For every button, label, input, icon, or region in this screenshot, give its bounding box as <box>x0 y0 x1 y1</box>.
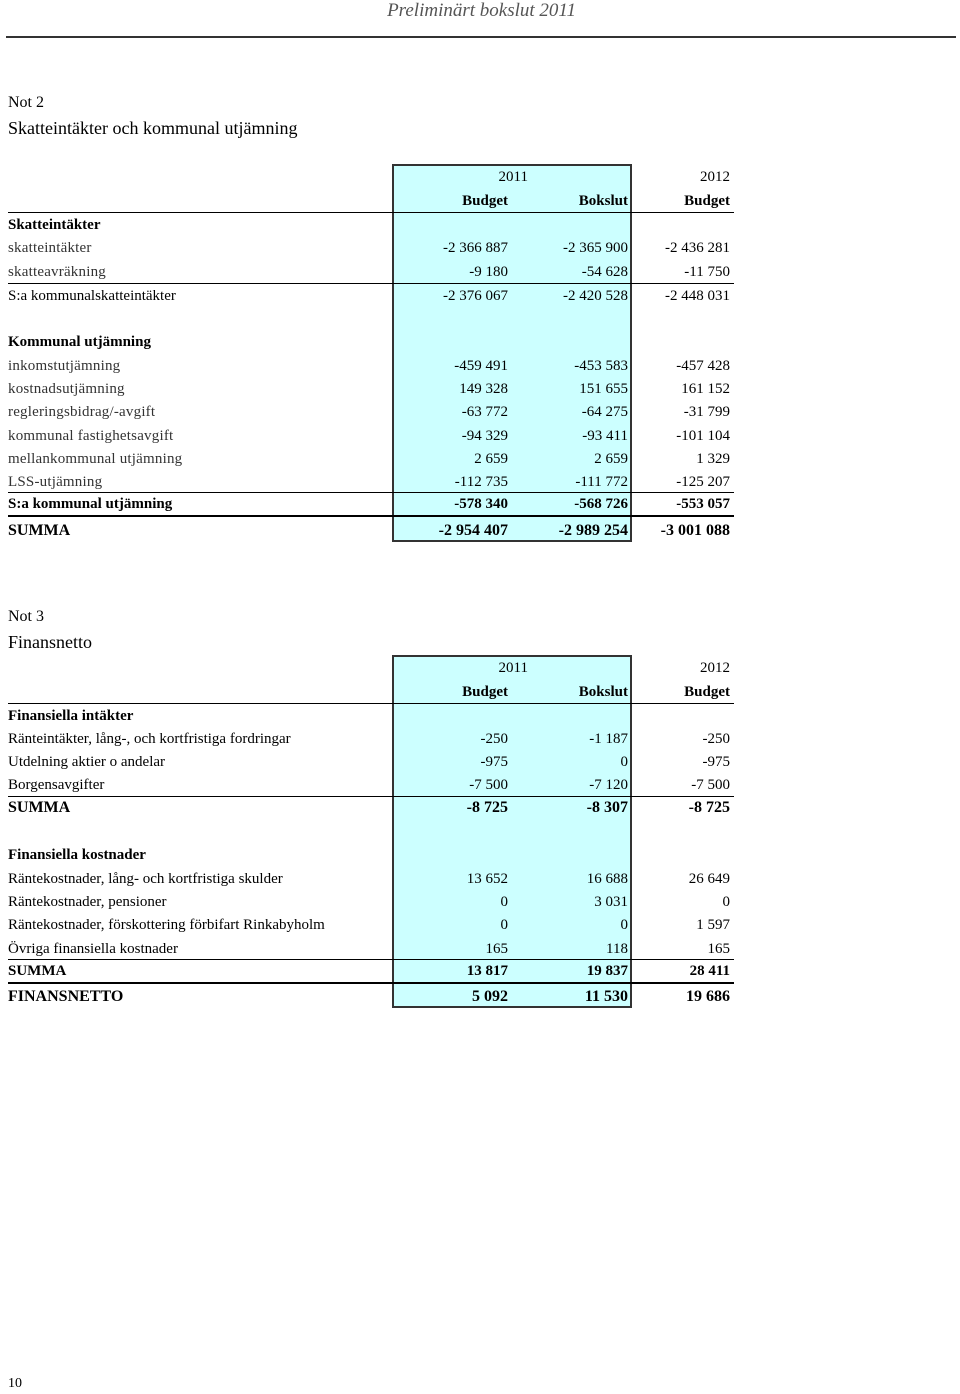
cell-bokslut-2011: -1 187 <box>589 731 628 747</box>
cell-bokslut-2011: -2 420 528 <box>563 288 628 304</box>
row-label: inkomstutjämning <box>8 358 121 374</box>
heading-text: Kommunal utjämning <box>8 334 151 350</box>
cell-budget-2011: -459 491 <box>454 358 508 374</box>
cell-budget-2011: -8 725 <box>466 799 508 816</box>
cell-budget-2012: -3 001 088 <box>660 522 730 539</box>
row-label: Räntekostnader, pensioner <box>8 894 167 910</box>
row-label: S:a kommunal utjämning <box>8 496 173 512</box>
cell-bokslut-2011: -111 772 <box>575 474 628 490</box>
cell-budget-2012: -2 448 031 <box>665 288 730 304</box>
cell-budget-2011: -975 <box>480 754 508 770</box>
section-heading <box>8 844 734 866</box>
col-budget-2011: Budget <box>462 684 508 700</box>
cell-budget-2012: -31 799 <box>683 404 730 420</box>
cell-budget-2011: 5 092 <box>472 988 508 1005</box>
not2-year-row <box>8 166 734 188</box>
cell-bokslut-2011: -2 365 900 <box>563 240 628 256</box>
divider <box>8 212 734 213</box>
cell-budget-2011: -2 366 887 <box>443 240 508 256</box>
year-2011: 2011 <box>498 169 528 185</box>
cell-bokslut-2011: -54 628 <box>581 264 628 280</box>
row-label: mellankommunal utjämning <box>8 451 183 467</box>
cell-budget-2012: -125 207 <box>676 474 730 490</box>
cell-budget-2012: 1 329 <box>696 451 730 467</box>
cell-budget-2012: 0 <box>722 894 730 910</box>
cell-budget-2011: 165 <box>485 941 508 957</box>
not2-column-header-row <box>8 190 734 212</box>
summa-row <box>8 797 734 819</box>
cell-budget-2012: 161 152 <box>681 381 730 397</box>
page-header-title: Preliminärt bokslut 2011 <box>387 0 576 21</box>
row-label: kostnadsutjämning <box>8 381 125 397</box>
row-label: kommunal fastighetsavgift <box>8 428 174 444</box>
cell-bokslut-2011: -93 411 <box>582 428 628 444</box>
cell-budget-2012: 1 597 <box>696 917 730 933</box>
cell-budget-2012: 28 411 <box>689 963 730 979</box>
finansnetto-row <box>8 986 734 1008</box>
cell-bokslut-2011: -2 989 254 <box>558 522 628 539</box>
section-heading <box>8 705 734 727</box>
section-heading <box>8 214 734 236</box>
cell-bokslut-2011: 0 <box>620 917 628 933</box>
col-bokslut-2011: Bokslut <box>578 193 628 209</box>
subtotal-row <box>8 493 734 515</box>
cell-budget-2011: -250 <box>480 731 508 747</box>
cell-budget-2011: -94 329 <box>461 428 508 444</box>
cell-budget-2011: 13 817 <box>466 963 508 979</box>
cell-budget-2012: -457 428 <box>676 358 730 374</box>
cell-budget-2012: -7 500 <box>691 777 730 793</box>
cell-budget-2011: 2 659 <box>474 451 508 467</box>
heading-text: Skatteintäkter <box>8 217 101 233</box>
cell-bokslut-2011: -7 120 <box>589 777 628 793</box>
table-row <box>8 261 734 283</box>
cell-budget-2011: 0 <box>500 894 508 910</box>
divider <box>8 283 734 284</box>
table-row <box>8 751 734 773</box>
cell-budget-2011: -2 954 407 <box>438 522 508 539</box>
row-label: FINANSNETTO <box>8 988 124 1005</box>
heading-text: Finansiella kostnader <box>8 847 146 863</box>
year-2012: 2012 <box>700 169 730 185</box>
cell-budget-2012: -975 <box>702 754 730 770</box>
row-label: Utdelning aktier o andelar <box>8 754 166 770</box>
cell-budget-2011: -7 500 <box>469 777 508 793</box>
col-budget-2012: Budget <box>684 684 730 700</box>
table-row <box>8 448 734 470</box>
cell-budget-2011: -2 376 067 <box>443 288 508 304</box>
cell-budget-2012: -250 <box>702 731 730 747</box>
table-row <box>8 774 734 796</box>
not2-title: Skatteintäkter och kommunal utjämning <box>8 118 298 138</box>
not2-label: Not 2 <box>8 94 44 111</box>
cell-budget-2011: 13 652 <box>466 871 508 887</box>
table-row <box>8 401 734 423</box>
subtotal-row <box>8 285 734 307</box>
cell-budget-2011: -9 180 <box>469 264 508 280</box>
cell-budget-2011: -112 735 <box>454 474 508 490</box>
table-row <box>8 355 734 377</box>
not3-column-header-row <box>8 681 734 703</box>
row-label: regleringsbidrag/-avgift <box>8 404 156 420</box>
year-2011: 2011 <box>498 660 528 676</box>
row-label: SUMMA <box>8 799 71 816</box>
cell-bokslut-2011: 0 <box>620 754 628 770</box>
cell-budget-2012: 26 649 <box>688 871 730 887</box>
row-label: Borgensavgifter <box>8 777 105 793</box>
not3-year-row <box>8 657 734 679</box>
cell-budget-2012: 19 686 <box>686 988 730 1005</box>
cell-budget-2011: 0 <box>500 917 508 933</box>
table-row <box>8 237 734 259</box>
page-number: 10 <box>8 1376 22 1391</box>
cell-bokslut-2011: 16 688 <box>586 871 628 887</box>
cell-bokslut-2011: 19 837 <box>586 963 628 979</box>
cell-bokslut-2011: 151 655 <box>579 381 628 397</box>
cell-budget-2012: -11 750 <box>684 264 730 280</box>
cell-budget-2012: -101 104 <box>676 428 730 444</box>
row-label: SUMMA <box>8 963 67 979</box>
cell-budget-2011: 149 328 <box>459 381 508 397</box>
cell-bokslut-2011: -64 275 <box>581 404 628 420</box>
row-label: Räntekostnader, förskottering förbifart Rinkabyholm <box>8 917 325 933</box>
row-label: Ränteintäkter, lång-, och kortfristiga fordringar <box>8 731 291 747</box>
divider <box>8 703 734 704</box>
row-label: LSS-utjämning <box>8 474 103 490</box>
summa-row <box>8 520 734 542</box>
heading-text: Finansiella intäkter <box>8 708 134 724</box>
cell-bokslut-2011: 11 530 <box>584 988 628 1005</box>
cell-bokslut-2011: 3 031 <box>594 894 628 910</box>
row-label: S:a kommunalskatteintäkter <box>8 288 176 304</box>
table-row <box>8 868 734 890</box>
col-budget-2011: Budget <box>462 193 508 209</box>
cell-budget-2011: -578 340 <box>454 496 508 512</box>
summa-row <box>8 960 734 982</box>
not3-label: Not 3 <box>8 608 44 625</box>
row-label: SUMMA <box>8 522 71 539</box>
table-row <box>8 425 734 447</box>
col-bokslut-2011: Bokslut <box>578 684 628 700</box>
row-label: skatteintäkter <box>8 240 92 256</box>
table-row <box>8 728 734 750</box>
col-budget-2012: Budget <box>684 193 730 209</box>
row-label: Övriga finansiella kostnader <box>8 941 178 957</box>
cell-budget-2012: 165 <box>707 941 730 957</box>
divider <box>8 982 734 984</box>
cell-budget-2012: -553 057 <box>676 496 730 512</box>
cell-bokslut-2011: -453 583 <box>574 358 628 374</box>
cell-bokslut-2011: 2 659 <box>594 451 628 467</box>
table-row <box>8 914 734 936</box>
table-row <box>8 378 734 400</box>
row-label: skatteavräkning <box>8 264 106 280</box>
row-label: Räntekostnader, lång- och kortfristiga skulder <box>8 871 283 887</box>
section-heading <box>8 331 734 353</box>
table-row <box>8 891 734 913</box>
not3-title: Finansnetto <box>8 632 92 652</box>
year-2012: 2012 <box>700 660 730 676</box>
cell-budget-2012: -8 725 <box>688 799 730 816</box>
cell-budget-2012: -2 436 281 <box>665 240 730 256</box>
cell-budget-2011: -63 772 <box>461 404 508 420</box>
header-divider <box>6 36 956 38</box>
cell-bokslut-2011: 118 <box>606 941 628 957</box>
table-row <box>8 938 734 960</box>
divider <box>8 515 734 517</box>
table-row <box>8 471 734 493</box>
cell-bokslut-2011: -8 307 <box>586 799 628 816</box>
cell-bokslut-2011: -568 726 <box>574 496 628 512</box>
